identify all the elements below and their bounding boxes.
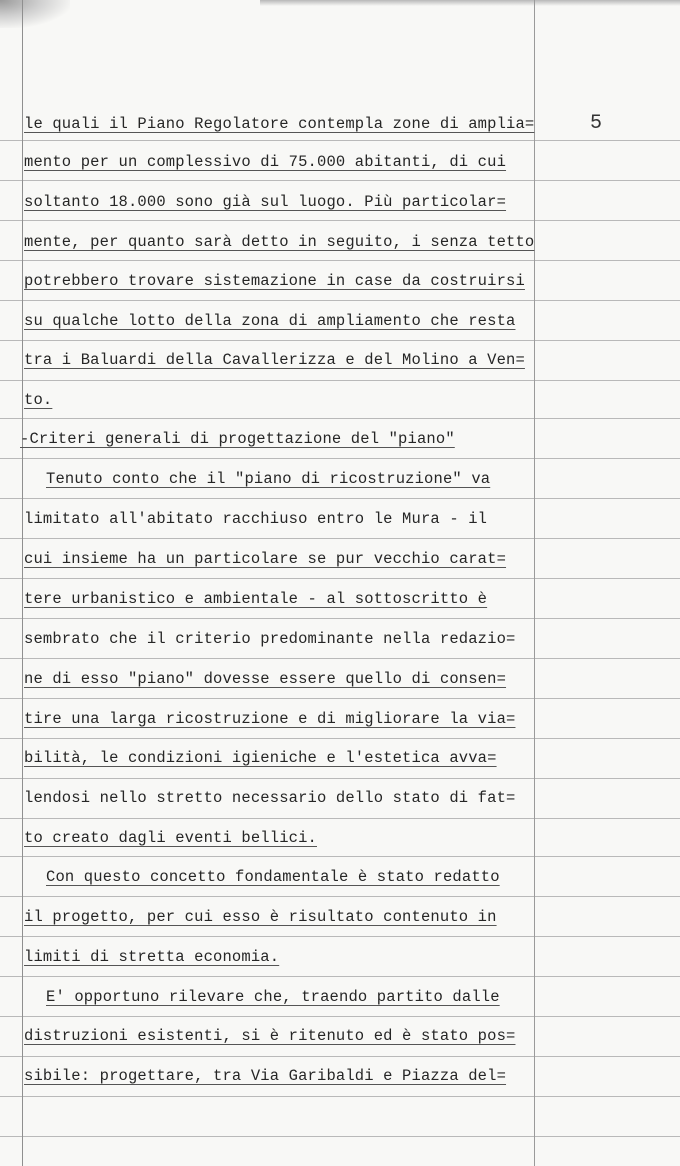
scan-shadow-corner — [0, 0, 70, 28]
ruled-line — [0, 1056, 680, 1057]
ruled-line — [0, 1016, 680, 1017]
text-line: sibile: progettare, tra Via Garibaldi e Piazza del= — [24, 1067, 507, 1085]
text-line: tra i Baluardi della Cavallerizza e del Molino a Ven= — [24, 351, 525, 369]
ruled-line — [0, 260, 680, 261]
text-line: Con questo concetto fondamentale è stato redatto — [46, 868, 500, 886]
ruled-line — [0, 498, 680, 499]
scan-shadow-top — [260, 0, 680, 6]
ruled-line — [0, 618, 680, 619]
ruled-line — [0, 896, 680, 897]
ruled-line — [0, 180, 680, 181]
ruled-line — [0, 738, 680, 739]
text-line: E' opportuno rilevare che, traendo partito dalle — [46, 988, 500, 1006]
text-line: potrebbero trovare sistemazione in case da costruirsi — [24, 272, 525, 290]
ruled-line — [0, 458, 680, 459]
ruled-line — [0, 698, 680, 699]
ruled-line — [0, 976, 680, 977]
ruled-line — [0, 1096, 680, 1097]
text-line: mente, per quanto sarà detto in seguito, i senza tetto — [24, 233, 535, 251]
ruled-line — [0, 300, 680, 301]
ruled-line — [0, 340, 680, 341]
text-line: bilità, le condizioni igieniche e l'estetica avva= — [24, 749, 497, 767]
text-line: le quali il Piano Regolatore contempla zone di amplia= — [24, 115, 535, 133]
ruled-line — [0, 856, 680, 857]
text-line: distruzioni esistenti, si è ritenuto ed è stato pos= — [24, 1027, 516, 1045]
left-margin-line — [22, 0, 23, 1166]
text-line: su qualche lotto della zona di ampliamento che resta — [24, 312, 516, 330]
ruled-line — [0, 418, 680, 419]
text-line: to creato dagli eventi bellici. — [24, 829, 317, 847]
text-line: sembrato che il criterio predominante nella redazio= — [24, 630, 516, 648]
text-line: ne di esso "piano" dovesse essere quello di consen= — [24, 670, 507, 688]
text-line: il progetto, per cui esso è risultato contenuto in — [24, 908, 497, 926]
text-line: lendosi nello stretto necessario dello stato di fat= — [24, 789, 516, 807]
text-line: limitato all'abitato racchiuso entro le Mura - il — [24, 510, 488, 528]
ruled-line — [0, 1136, 680, 1137]
ruled-line — [0, 538, 680, 539]
ruled-line — [0, 936, 680, 937]
text-line: limiti di stretta economia. — [24, 948, 280, 966]
ruled-line — [0, 818, 680, 819]
text-line: cui insieme ha un particolare se pur vecchio carat= — [24, 550, 507, 568]
text-line: mento per un complessivo di 75.000 abitanti, di cui — [24, 153, 507, 171]
ruled-line — [0, 778, 680, 779]
text-line: tere urbanistico e ambientale - al sottoscritto è — [24, 590, 488, 608]
ruled-line — [0, 140, 680, 141]
ruled-line — [0, 380, 680, 381]
text-line: to. — [24, 391, 53, 409]
ruled-line — [0, 578, 680, 579]
text-line: soltanto 18.000 sono già sul luogo. Più particolar= — [24, 193, 507, 211]
page-number: 5 — [590, 112, 603, 135]
text-line: Tenuto conto che il "piano di ricostruzione" va — [46, 470, 491, 488]
section-heading: -Criteri generali di progettazione del "piano" — [20, 430, 455, 448]
text-line: tire una larga ricostruzione e di migliorare la via= — [24, 710, 516, 728]
ruled-line — [0, 658, 680, 659]
ruled-line — [0, 220, 680, 221]
